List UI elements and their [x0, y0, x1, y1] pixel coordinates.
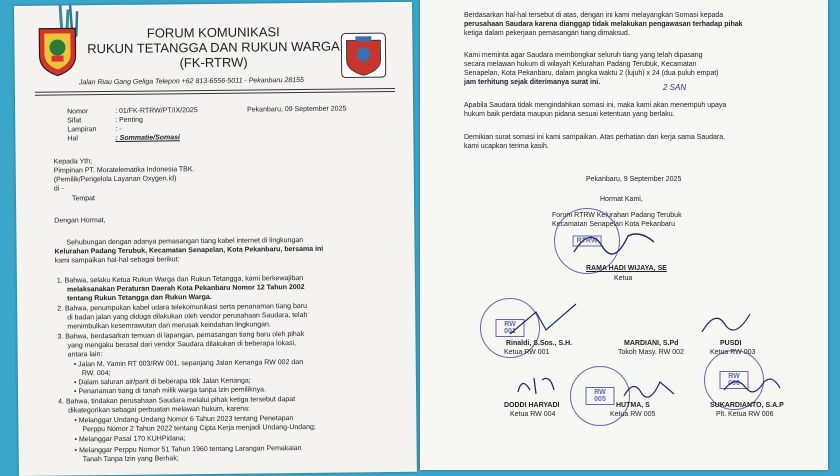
meta-value-hal: : Sommatie/Somasi	[115, 134, 181, 142]
meta-label-sifat: Sifat	[67, 117, 82, 125]
point-line: Tanah Tanpa Izin yang Berhak;	[82, 455, 179, 464]
point-line: di badan jalan yang diduga dilakukan oleh vendor perusahaan Saudara, telah	[67, 311, 308, 322]
chair-title: Ketua	[614, 275, 633, 282]
point-line: antara lain:	[67, 351, 103, 359]
body-line: Demikian surat somasi ini kami sampaikan. Atas perhatian dan kerja sama Saudara,	[464, 134, 726, 141]
point-line: RW. 004;	[81, 370, 111, 378]
signatory-title: Plt. Ketua RW 006	[716, 411, 774, 418]
stamp-label: RW 005	[586, 387, 615, 405]
letter-place-date: Pekanbaru, 09 September 2025	[247, 105, 347, 114]
intro-line: Kelurahan Padang Terubuk, Kecamatan Senapelan, Kota Pekanbaru, bersama ini	[54, 245, 324, 256]
point-line: yang mengaku berasal dari vendor Saudara dilakukan di beberapa lokasi,	[67, 340, 297, 350]
point-line: 4. Bahwa, tindakan perusahaan Saudara melalui pihak ketiga tersebut dapat	[58, 396, 296, 406]
meta-value-lampiran: : -	[115, 125, 122, 133]
closing-org-line1: Forum RTRW Kelurahan Padang Terubuk	[552, 212, 682, 219]
body-line: jam terhitung sejak diterimanya surat ini.	[464, 79, 601, 86]
point-line: 1. Bahwa, selaku Ketua Rukun Warga dan Rukun Tetangga, kami berkewajiban	[56, 274, 304, 285]
stamp-label: RW 001	[496, 319, 525, 337]
body-line: ketiga dalam pekerjaan pemasangan tiang dimaksud.	[464, 30, 630, 37]
stamp-label: RW 006	[720, 371, 749, 389]
org-address: Jalan Riau Gang Geliga Telepon +62 813-6556-5011 - Pekanbaru 28155	[78, 76, 304, 87]
point-line: • Melanggar Undang-Undang Nomor 6 Tahun 2023 tentang Penetapan	[74, 415, 294, 425]
point-line: 2. Bahwa, penumpukan kabel udara telekomunikasi serta penanaman tiang baru	[57, 302, 308, 313]
intro-line: Sehubungan dengan adanya pemasangan tiang kabel internet di lingkungan	[66, 236, 304, 247]
letter-page-1	[14, 2, 417, 476]
point-line: melaksanakan Peraturan Daerah Kota Pekanbaru Nomor 12 Tahun 2002	[66, 283, 305, 294]
chair-name: RAMA HADI WIJAYA, SE	[586, 265, 667, 272]
point-line: • Jalan M. Yamin RT 003/RW 001, sepanjang Jalan Kenanga RW 002 dan	[73, 358, 304, 369]
chair-signature	[570, 222, 660, 262]
signatory-title: Ketua RW 005	[610, 411, 656, 418]
closing-regards: Hormat Kami,	[600, 196, 643, 203]
signatory-name: MARDIANI, S.Pd	[624, 340, 679, 347]
meta-value-nomor: : 01/FK-RTRW/PT/IX/2025	[115, 107, 198, 115]
handwritten-correction: 2 SAN	[663, 83, 687, 92]
signature-rw006	[720, 372, 784, 400]
point-line: • Penanaman tiang di tanah milik warga tanpa izin pemiliknya.	[74, 386, 267, 396]
signatory-title: Tokoh Masy. RW 002	[618, 349, 684, 356]
meta-label-hal: Hal	[67, 135, 78, 143]
closing-org-line2: Kecamatan Senapelan Kota Pekanbaru	[552, 221, 675, 228]
body-line: Berdasarkan hal-hal tersebut di atas, dengan ini kami melayangkan Somasi kepada	[464, 12, 724, 19]
recipient-line: Tempat	[71, 195, 96, 203]
point-line: 3. Bahwa, berdasarkan temuan di lapangan, pemasangan tiang baru oleh pihak	[57, 330, 305, 341]
salutation: Dengan Hormat,	[54, 217, 106, 225]
body-line: hukum baik perdata maupun pidana sesuai ketentuan yang berlaku.	[464, 111, 675, 118]
body-line: secara melawan hukum di wilayah Kelurahan Padang Terubuk, Kecamatan	[464, 61, 697, 68]
signatory-title: Ketua RW 003	[710, 349, 756, 356]
signatory-name: PUSDI	[720, 340, 742, 347]
signature-rw005	[620, 374, 680, 404]
point-line: • Melanggar Pasal 170 KUHPidana;	[74, 435, 186, 444]
signatory-name: HUTMA, S	[616, 402, 650, 409]
recipient-line: Kepada Yth;	[53, 158, 93, 166]
intro-line: kami sampaikan hal-hal sebagai berikut:	[54, 256, 180, 265]
signatory-title: Ketua RW 001	[504, 349, 550, 356]
recipient-line: Pimpinan PT. Moratelematika Indonesia TBK.	[53, 166, 195, 175]
letter-page-2	[420, 0, 828, 470]
signatory-name: SUKARDIANTO, S.A.P	[710, 402, 784, 409]
body-line: Apabila Saudara tidak mengindahkan somasi ini, maka kami akan menempuh upaya	[464, 102, 727, 109]
point-line: dikategorikan sebagai perbuatan melawan hukum, karena:	[68, 405, 251, 415]
body-line: kami ucapkan terima kasih.	[464, 143, 549, 150]
recipient-line: (Pemilik/Pengelola Layanan Oxygen.id)	[53, 175, 177, 184]
point-line: menimbulkan kesemrawutan dan merusak keindahan lingkungan.	[67, 321, 271, 331]
signature-rw001	[506, 300, 586, 340]
signature-rw003	[696, 304, 756, 340]
org-name-line2: RUKUN TETANGGA DAN RUKUN WARGA	[87, 38, 340, 57]
org-name-line1: FORUM KOMUNIKASI	[146, 24, 280, 41]
body-line: perusahaan Saudara karena dianggap tidak melakukan pengawasan terhadap pihak	[464, 21, 743, 28]
body-line: Kami meminta agar Saudara membongkar seluruh tiang yang telah dipasang	[464, 52, 703, 59]
meta-value-sifat: : Penting	[115, 116, 143, 124]
stamp-label: RTRW	[573, 236, 602, 247]
recipient-line: di -	[53, 185, 64, 193]
point-line: tentang Rukun Tetangga dan Rukun Warga.	[67, 293, 212, 303]
signatory-title: Ketua RW 004	[510, 411, 556, 418]
org-name-line3: (FK-RTRW)	[179, 54, 248, 71]
signatory-name: Rinaldi, S.Sos., S.H.	[506, 340, 573, 347]
body-line: Senapelan, Kota Pekanbaru, dalam jangka waktu 2 (lujuh) x 24 (dua puluh empat)	[464, 70, 719, 77]
closing-date: Pekanbaru, 9 September 2025	[586, 176, 682, 183]
meta-label-lampiran: Lampiran	[67, 126, 97, 134]
signatory-name: DODDI HARYADI	[504, 402, 560, 409]
point-line: Perppu Nomor 2 Tahun 2022 tentang Cipta Kerja menjadi Undang-Undang;	[82, 423, 316, 434]
point-line: • Melanggar Perppu Nomor 51 Tahun 1960 tentang Larangan Pemakaian	[74, 445, 302, 455]
signature-rw004	[514, 372, 564, 400]
meta-label-nomor: Nomor	[67, 108, 89, 116]
point-line: • Dalam saluran air/parit di beberapa titik Jalan Kenanga;	[73, 377, 251, 387]
